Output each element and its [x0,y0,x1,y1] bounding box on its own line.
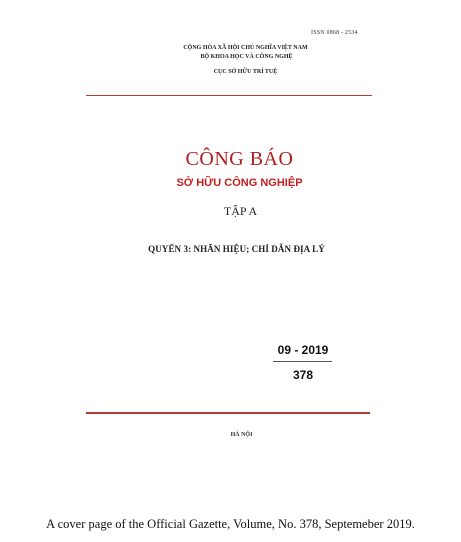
issn-number: ISSN 0868 - 2534 [311,30,358,36]
top-divider [86,95,372,96]
country-name: CỘNG HÒA XÃ HỘI CHỦ NGHĨA VIỆT NAM [183,45,308,51]
office-name: CỤC SỞ HỮU TRÍ TUỆ [213,69,278,75]
volume-label: QUYỂN 3: NHÃN HIỆU; CHỈ DẪN ĐỊA LÝ [148,244,325,254]
issue-date: 09 - 2019 [277,343,329,357]
ministry-name: BỘ KHOA HỌC VÀ CÔNG NGHỆ [200,54,293,60]
publication-place: HÀ NỘI [230,432,253,438]
figure-caption: A cover page of the Official Gazette, Volume, No. 378, Septemeber 2019. [46,517,415,531]
issue-number: 378 [292,368,314,382]
gazette-subtitle: SỞ HỮU CÔNG NGHIỆP [176,177,303,189]
bottom-divider [86,412,370,414]
gazette-title: CÔNG BÁO [185,148,294,170]
part-label: TẬP A [223,204,258,218]
issuing-authority-header [0,44,461,77]
issue-divider [273,361,332,362]
